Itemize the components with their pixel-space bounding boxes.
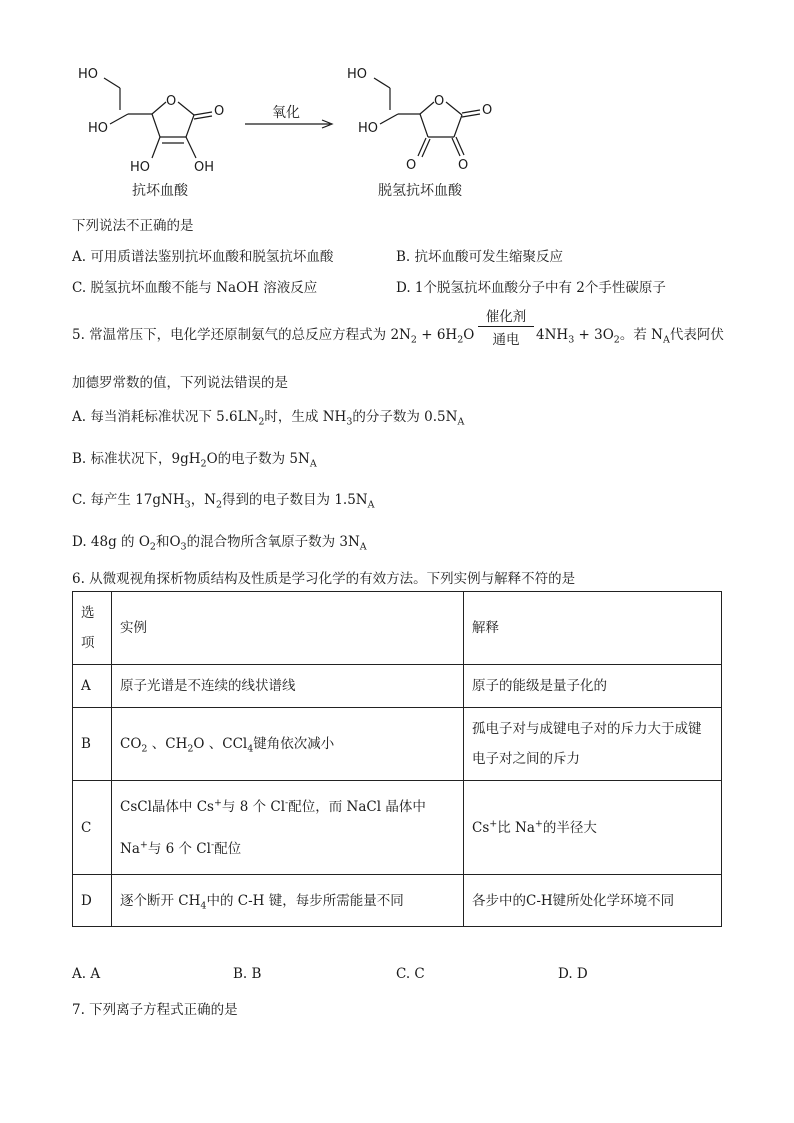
header-option: 选 项 xyxy=(73,592,112,665)
row-explanation: 原子的能级是量子化的 xyxy=(464,665,722,708)
fraction-bar xyxy=(478,326,534,327)
table-row xyxy=(73,665,722,708)
q4-option-d: D. 1个脱氢抗坏血酸分子中有 2个手性碳原子 xyxy=(396,280,666,296)
q4-stem: 下列说法不正确的是 xyxy=(72,218,194,234)
q6-answer-a: A. A xyxy=(72,966,101,982)
row-option: B xyxy=(73,708,112,781)
atom-label: O xyxy=(166,94,177,109)
q6-answer-c: C. C xyxy=(396,966,425,982)
row-option: D xyxy=(73,875,112,927)
row-example: 原子光谱是不连续的线状谱线 xyxy=(112,665,464,708)
arrow-label: 氧化 xyxy=(272,105,300,121)
q6-stem: 6. 从微观视角探析物质结构及性质是学习化学的有效方法。下列实例与解释不符的是 xyxy=(72,571,576,587)
q7-stem: 7. 下列离子方程式正确的是 xyxy=(72,1002,238,1018)
q6-answer-d: D. D xyxy=(558,966,588,982)
row-explanation: 孤电子对与成键电子对的斥力大于成键 电子对之间的斥力 xyxy=(464,708,722,781)
right-compound-label: 脱氢抗坏血酸 xyxy=(378,183,462,199)
q5-line2: 加德罗常数的值，下列说法错误的是 xyxy=(72,375,288,391)
atom-label: O xyxy=(434,94,445,109)
q5-line1: 5. 常温常压下，电化学还原制氨气的总反应方程式为 $2N_2 + 6H_2O$ xyxy=(72,327,475,346)
atom-label: HO xyxy=(88,121,109,136)
row-option: C xyxy=(73,781,112,875)
q6-table xyxy=(72,591,722,927)
row-example: $CO_2$ 、$CH_2O$ 、CCl$_4$键角依次减小 xyxy=(112,708,464,781)
q5-option-b: B. 标准状况下，$9gH_2O$的电子数为 $5N_A$ xyxy=(72,451,317,470)
atom-label: O xyxy=(482,103,493,118)
table-header-row xyxy=(73,592,722,665)
table-row xyxy=(73,708,722,781)
left-compound-label: 抗坏血酸 xyxy=(132,183,188,199)
row-example: CsCl晶体中 Cs+与 8 个 Cl-配位，而 NaCl 晶体中 Na+与 6 个 Cl-配位 xyxy=(112,781,464,875)
q4-option-b: B. 抗坏血酸可发生缩聚反应 xyxy=(396,249,564,265)
atom-label: O xyxy=(214,104,225,119)
atom-label: HO xyxy=(358,121,379,136)
atom-label: HO xyxy=(347,67,368,82)
atom-label: O xyxy=(458,158,469,173)
q5-option-c: C. 每产生 17gNH$_3$，$N_2$得到的电子数目为 $1.5N_A$ xyxy=(72,492,375,511)
ascorbic-acid-reaction-figure xyxy=(0,0,794,210)
header-example: 实例 xyxy=(112,592,464,665)
row-option: A xyxy=(73,665,112,708)
q5-line1-end: $4NH_3 + 3O_2$。若 $N_A$代表阿伏 xyxy=(536,327,724,346)
table-row xyxy=(73,781,722,875)
catalyst-label: 催化剂 xyxy=(485,309,527,325)
q5-option-d: D. 48g 的 $O_2$和$O_3$的混合物所含氧原子数为 $3N_A$ xyxy=(72,534,367,553)
atom-label: O xyxy=(406,158,417,173)
q6-answer-b: B. B xyxy=(233,966,262,982)
q4-option-a: A. 可用质谱法鉴别抗坏血酸和脱氢抗坏血酸 xyxy=(72,249,334,265)
row-explanation: 各步中的C-H键所处化学环境不同 xyxy=(464,875,722,927)
table-row xyxy=(73,875,722,927)
row-example: 逐个断开 $CH_4$中的 C-H 键，每步所需能量不同 xyxy=(112,875,464,927)
q5-option-a: A. 每当消耗标准状况下 $5.6LN_2$时，生成 $NH_3$的分子数为 $0.5N_A$ xyxy=(72,409,465,428)
atom-label: OH xyxy=(194,160,215,175)
reaction-condition xyxy=(478,305,534,348)
row-explanation: Cs+比 Na+的半径大 xyxy=(464,781,722,875)
atom-label: HO xyxy=(78,67,99,82)
electricity-label: 通电 xyxy=(492,332,520,348)
atom-label: HO xyxy=(130,160,151,175)
q4-option-c: C. 脱氢抗坏血酸不能与 NaOH 溶液反应 xyxy=(72,280,318,296)
header-explanation: 解释 xyxy=(464,592,722,665)
